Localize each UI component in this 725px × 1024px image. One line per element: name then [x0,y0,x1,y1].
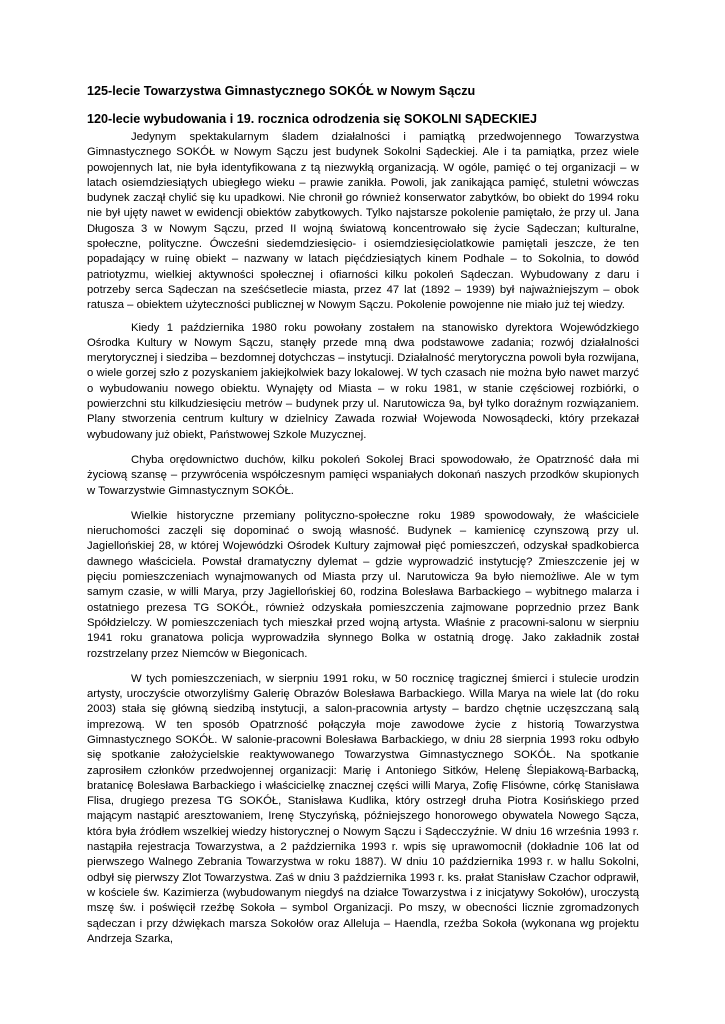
paragraph-4: Wielkie historyczne przemiany polityczno-społeczne roku 1989 spowodowały, że właściciele nieruchomości zaczęli się dopominać o swoją własność. Budynek – kamienicę czynszową przy ul. Jagiellońskiej 28, w której Wojewódzki Ośrodek Kultury zajmował pięć pomieszczeń, odzyskał spadkobierca dawnego właściciela. Powstał dramatyczny dylemat – gdzie wyprowadzić instytucję? Zmieszczenie jej w pięciu pomieszczeniach wynajmowanych od Miasta przy ul. Narutowicza 9a było niemożliwe. Ale w tym samym czasie, w willi Marya, przy Jagiellońskiej 60, rodzina Bolesława Barbackiego – wybitnego malarza i ostatniego prezesa TG SOKÓŁ, również odzyskała pomieszczenia zajmowane poprzednio przez Bank Spółdzielczy. W pomieszczeniach tych mieszkał przed wojną artysta. Właśnie z pracowni-salonu w sierpniu 1941 roku granatowa policja wyprowadziła słynnego Bolka w ostatnią drogę. Jako zakładnik został rozstrzelany przez Niemców w Biegonicach. [87,509,639,660]
paragraph-1: Jedynym spektakularnym śladem działalności i pamiątką przedwojennego Towarzystwa Gimnastycznego SOKÓŁ w Nowym Sączu jest budynek Sokolni Sądeckiej. Ale i ta pamiątka, przez wiele powojennych lat, nie była identyfikowana z tą niezwykłą organizacją. W ogóle, pamięć o tej organizacji – w latach osiemdziesiątych ubiegłego wieku – prawie zanikła. Powoli, jak zanikająca pamięć, stuletni wówczas budynek zaczął chylić się ku upadkowi. Nie chronił go również konserwator zabytków, bo obiekt do 1994 roku nie był ujęty nawet w ewidencji obiektów zabytkowych. Tylko najstarsze pokolenie pamiętało, że przy ul. Jana Długosza 3 w Nowym Sączu, przed II wojną światową koncentrowało się życie Sądeczan; kulturalne, społeczne, polityczne. Ówcześni siedemdziesięcio- i osiemdziesięciolatkowie pamiętali jeszcze, że ten popadający w ruinę obiekt – nazwany w latach pięćdziesiątych kinem Podhale – to Sokolnia, to dowód patriotyzmu, wielkiej aktywności społecznej i ofiarności kilku pokoleń Sądeczan. Wybudowany z daru i potrzeby serca Sądeczan na sześćsetlecie miasta, przez 47 lat (1892 – 1939) był najważniejszym – obok ratusza – obiektem użyteczności publicznej w Nowym Sączu. Pokolenie powojenne nie miało już tej wiedzy. [87,131,639,312]
paragraph-5: W tych pomieszczeniach, w sierpniu 1991 roku, w 50 rocznicę tragicznej śmierci i stulecie urodzin artysty, uroczyście otworzyliśmy Galerię Obrazów Bolesława Barbackiego. Willa Marya na wiele lat (do roku 2003) stała się główną siedzibą instytucji, a salon-pracownia artysty – bardzo chętnie uczęszczaną salą imprezową. W ten sposób Opatrzność połączyła moje zawodowe życie z historią Towarzystwa Gimnastycznego SOKÓŁ. W salonie-pracowni Bolesława Barbackiego, w dniu 28 sierpnia 1993 roku odbyło się spotkanie założycielskie reaktywowanego Towarzystwa Gimnastycznego SOKÓŁ. Na spotkanie zaprosiłem członków przedwojennej organizacji: Marię i Antoniego Sitków, Helenę Ślepiakową-Barbacką, bratanicę Bolesława Barbackiego i właścicielkę znacznej części willi Marya, Zofię Flisówne, córkę Stanisława Flisa, drugiego prezesa TG SOKÓŁ, Stanisława Kudlika, który ostrzegł druha Piotra Kosińskiego przed mającym nastąpić aresztowaniem, Irenę Styczyńską, późniejszego honorowego obywatela Nowego Sącza, która była źródłem wszelkiej wiedzy historycznej o Nowym Sączu i Sądecczyźnie. W dniu 16 września 1993 r. nastąpiła rejestracja Towarzystwa, a 2 października 1993 r. wpis się uprawomocnił (dokładnie 106 lat od pierwszego Walnego Zebrania Towarzystwa w roku 1887). W dniu 10 października 1993 r. w hallu Sokolni, odbył się pierwszy Zlot Towarzystwa. Zaś w dniu 3 października 1993 r. ks. prałat Stanisław Czachor odprawił, w kościele św. Kazimierza (wybudowanym niegdyś na działce Towarzystwa i z inicjatywy Sokołów), uroczystą mszę św. i poświęcił rzeźbę Sokoła – symbol Organizacji. Po mszy, w obecności licznie zgromadzonych sądeczan i przy dźwiękach marsza Sokołów oraz Alleluja – Haendla, rzeźba Sokoła (wykonana wg projektu Andrzeja Szarka, [87,672,639,945]
document-subtitle: 120-lecie wybudowania i 19. rocznica odrodzenia się SOKOLNI SĄDECKIEJ [87,112,538,126]
document-title: 125-lecie Towarzystwa Gimnastycznego SOKÓŁ w Nowym Sączu [87,84,476,98]
paragraph-2: Kiedy 1 października 1980 roku powołany zostałem na stanowisko dyrektora Wojewódzkiego Ośrodka Kultury w Nowym Sączu, stanęły przede mną dwa podstawowe zadania; rozwój działalności merytorycznej i siedziba – bezdomnej dotychczas – instytucji. Działalność merytoryczna powoli była rozwijana, o wiele gorzej szło z pozyskaniem jakiejkolwiek bazy lokalowej. W tych czasach nie można było nawet marzyć o wybudowaniu nowego obiektu. Wynajęty od Miasta – w roku 1981, w stanie częściowej rozbiórki, o powierzchni stu kilkudziesięciu metrów – budynek przy ul. Narutowicza 9a, był tylko doraźnym rozwiązaniem. Plany stworzenia centrum kultury w dzielnicy Zawada rozwiał Wojewoda Nowosądecki, który przekazał wybudowany już obiekt, Państwowej Szkole Muzycznej. [87,321,639,441]
paragraph-3: Chyba orędownictwo duchów, kilku pokoleń Sokolej Braci spowodowało, że Opatrzność dała mi życiową szansę – przywrócenia współczesnym pamięci wspaniałych dokonań naszych przodków skupionych w Towarzystwie Gimnastycznym SOKÓŁ. [87,453,639,497]
document-body [87,83,639,957]
